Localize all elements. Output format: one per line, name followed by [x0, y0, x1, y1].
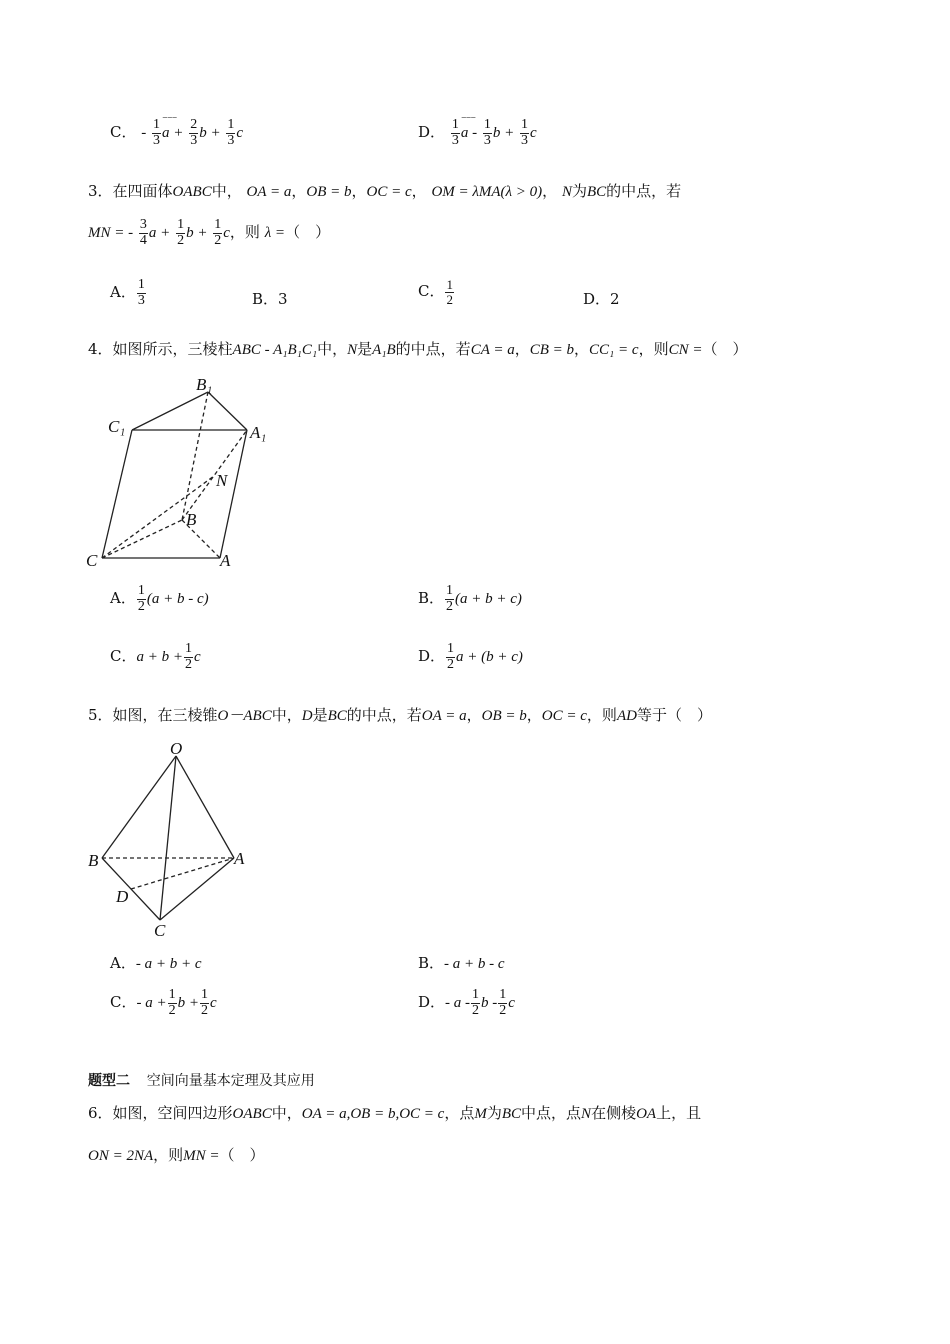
section-heading — [88, 1070, 315, 1090]
section-title: 题型二 — [88, 1073, 130, 1089]
fraction: $\frac{1}{2}$ — [177, 217, 185, 248]
fraction: $\frac{1}{2}$ — [214, 217, 222, 248]
fraction: $\frac{1}{2}$ — [446, 583, 454, 614]
q3-option-a: A． $\frac{1}{3}$ — [110, 277, 145, 308]
q5-stem: 5．如图，在三棱锥O－ABC中，D是BC的中点，若OA = a，OB = b，OC = c，则AD等于（ ） — [88, 706, 712, 724]
q4-stem: 4．如图所示，三棱柱ABC - A₁B₁C₁中，N是A₁B的中点，若CA = a，CB = b，CC₁ = c，则CN =（ ） — [88, 340, 748, 358]
fraction: $\frac{1}{2}$ — [447, 641, 455, 672]
q3-stem-line2: MN = - $\frac{3}{4}$ a + $\frac{1}{2}$ b + $\frac{1}{2}$ c，则 λ =（ ） — [88, 217, 331, 248]
label-C: C — [154, 921, 166, 938]
fraction: $\frac{1}{3}$ — [137, 277, 145, 308]
fraction: $\frac{1}{2}$ — [137, 583, 145, 614]
label-B1: B₁ — [196, 375, 213, 394]
q3-option-c: C． $\frac{1}{2}$ — [418, 277, 453, 307]
fraction: $\frac{1}{2}$ — [472, 987, 480, 1018]
label-O: O — [170, 739, 183, 758]
label-A: A — [234, 849, 245, 868]
fraction: $\frac{3}{4}$ — [139, 217, 147, 248]
q5-option-b: B．- a + b - c — [418, 954, 505, 972]
option-label: C． — [110, 123, 137, 142]
fraction: $\frac{1}{2}$ — [499, 987, 507, 1018]
label-A: A — [220, 551, 231, 570]
section-subtitle: 空间向量基本定理及其应用 — [146, 1073, 315, 1089]
fraction: $\frac{1}{3}$ — [153, 117, 161, 148]
label-N: N — [216, 471, 228, 490]
q3-option-b: B．3 — [252, 290, 288, 308]
q2-option-d: D． $\frac{1}{3}$ ⁻⁻⁻ a - $\frac{1}{3}$ b + $\frac{1}{3}$ c — [418, 118, 537, 148]
option-label: D． — [418, 123, 446, 142]
fraction: $\frac{1}{2}$ — [184, 641, 192, 672]
q5-option-a: A．- a + b + c — [110, 954, 202, 972]
fraction: $\frac{1}{2}$ — [168, 987, 176, 1018]
label-C: C — [86, 551, 98, 570]
fraction: $\frac{1}{3}$ — [451, 117, 459, 148]
q4-option-c: C．a + b + $\frac{1}{2}$ c — [110, 641, 201, 672]
fraction: $\frac{1}{2}$ — [446, 277, 453, 307]
fraction: $\frac{2}{3}$ — [190, 117, 198, 148]
fraction: $\frac{1}{3}$ — [483, 117, 491, 148]
q4-option-a: A． $\frac{1}{2}$ (a + b - c) — [110, 583, 209, 614]
q3-option-d: D．2 — [583, 290, 620, 308]
fraction: $\frac{1}{3}$ — [521, 117, 528, 148]
q4-option-b: B． $\frac{1}{2}$ (a + b + c) — [418, 583, 522, 614]
label-D: D — [116, 887, 129, 906]
q4-option-d: D． $\frac{1}{2}$ a + (b + c) — [418, 641, 523, 672]
q5-option-d: D．- a - $\frac{1}{2}$ b - $\frac{1}{2}$ c — [418, 987, 515, 1018]
label-B: B — [186, 510, 197, 529]
label-B: B — [88, 851, 99, 870]
q5-option-c: C．- a + $\frac{1}{2}$ b + $\frac{1}{2}$ c — [110, 987, 217, 1018]
label-A1: A₁ — [250, 423, 267, 442]
prism-figure — [84, 372, 284, 572]
fraction: $\frac{1}{3}$ — [227, 117, 235, 148]
q2-option-c: C． - $\frac{1}{3}$ ⁻⁻⁻ a + $\frac{2}{3}$ b + $\frac{1}{3}$ c — [110, 118, 243, 148]
label-C1: C₁ — [108, 417, 126, 436]
q6-stem-line1: 6．如图，空间四边形OABC中，OA = a,OB = b,OC = c，点M为BC中点，点N在侧棱OA上，且 — [88, 1104, 702, 1122]
q6-stem-line2: ON = 2NA，则MN =（ ） — [88, 1146, 265, 1164]
fraction: $\frac{1}{2}$ — [200, 987, 208, 1018]
q3-stem-line1: 3．在四面体OABC中， OA = a，OB = b，OC = c， OM = λMA(λ > 0)， N为BC的中点，若 — [88, 182, 682, 200]
pyramid-figure — [84, 738, 284, 938]
